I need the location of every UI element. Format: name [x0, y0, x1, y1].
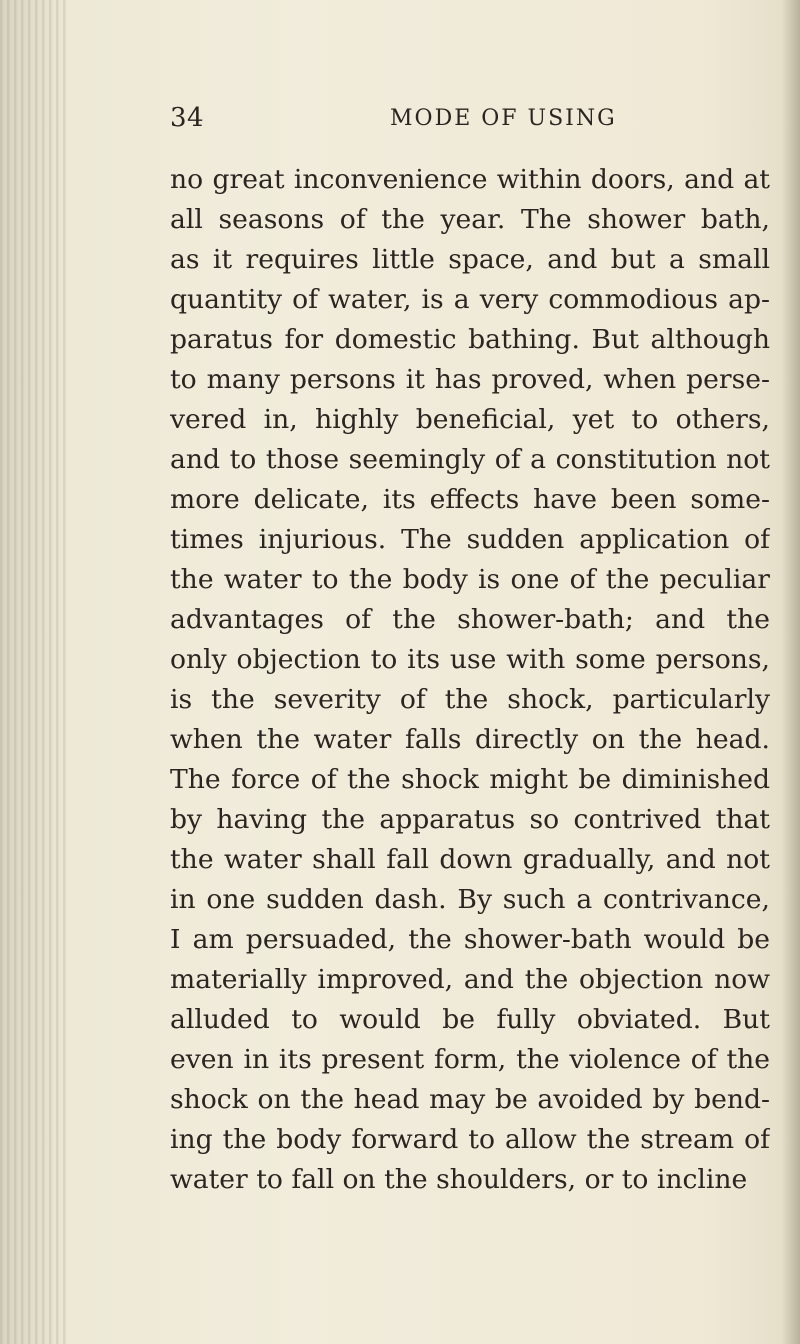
text-line: as it requires little space, and but a small	[170, 244, 770, 275]
text-line: is the severity of the shock, particularly	[170, 684, 770, 715]
text-line: and to those seemingly of a constitution not	[170, 444, 770, 475]
text-line: the water shall fall down gradually, and not	[170, 844, 770, 875]
text-line: The force of the shock might be diminished	[170, 764, 770, 795]
text-line: materially improved, and the objection now	[170, 964, 770, 995]
text-line: all seasons of the year. The shower bath,	[170, 204, 770, 235]
text-line: paratus for domestic bathing. But although	[170, 324, 770, 355]
text-line: more delicate, its effects have been some-	[170, 484, 770, 515]
text-line: ing the body forward to allow the stream of	[170, 1124, 770, 1155]
text-line: in one sudden dash. By such a contrivance,	[170, 884, 770, 915]
text-line: vered in, highly beneficial, yet to others,	[170, 404, 770, 435]
page-right-edge-shadow	[782, 0, 800, 1344]
text-line: alluded to would be fully obviated. But	[170, 1004, 770, 1035]
page-number: 34	[170, 103, 205, 133]
text-line: I am persuaded, the shower-bath would be	[170, 924, 770, 955]
text-line: quantity of water, is a very commodious ap-	[170, 284, 770, 315]
page-binding-edge	[0, 0, 70, 1344]
text-line: shock on the head may be avoided by bend-	[170, 1084, 770, 1115]
body-text	[170, 160, 770, 1200]
text-line: by having the apparatus so contrived that	[170, 804, 770, 835]
running-title: MODE OF USING	[390, 106, 617, 131]
running-head	[170, 103, 770, 139]
text-line: to many persons it has proved, when perse-	[170, 364, 770, 395]
text-line: no great inconvenience within doors, and at	[170, 164, 770, 195]
text-line: even in its present form, the violence of the	[170, 1044, 770, 1075]
text-line: water to fall on the shoulders, or to incline	[170, 1164, 748, 1195]
text-line: advantages of the shower-bath; and the	[170, 604, 770, 635]
text-line: when the water falls directly on the head.	[170, 724, 770, 755]
text-line: times injurious. The sudden application of	[170, 524, 770, 555]
text-line: the water to the body is one of the peculiar	[170, 564, 770, 595]
text-line: only objection to its use with some persons,	[170, 644, 770, 675]
